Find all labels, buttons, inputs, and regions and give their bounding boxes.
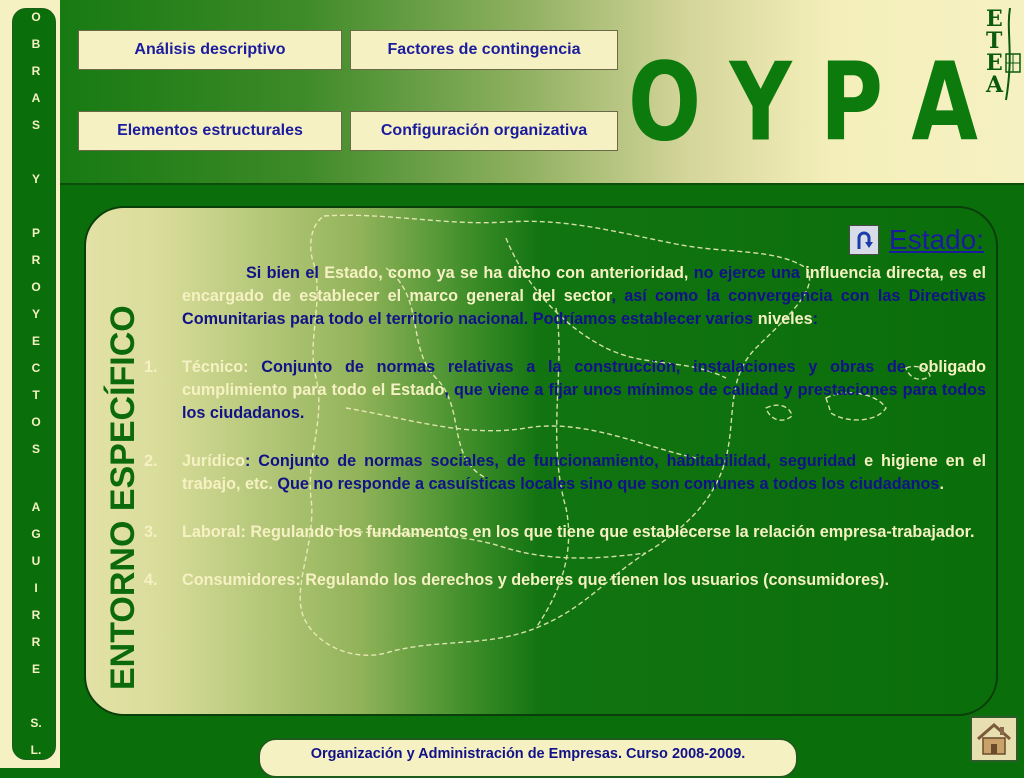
strip-letter: T — [32, 388, 40, 402]
intro-text: Si bien el — [246, 264, 325, 282]
list-item-text: , que viene a fijar unos mínimos de calidad y prestaciones para todos los ciudadanos. — [182, 381, 986, 422]
logo-letter-e2: E — [986, 50, 1003, 76]
intro-text: , es el encargado de establecer el marco general del sector — [182, 264, 986, 305]
intro-text: : — [812, 310, 819, 328]
intro-highlight: influencia directa — [805, 264, 940, 282]
strip-letter: R — [31, 608, 41, 622]
brand-letter: Y — [729, 40, 792, 166]
list-item-text: . — [939, 475, 944, 493]
list-item — [144, 450, 986, 496]
list-item — [144, 569, 986, 592]
intro-text: , como ya se ha dicho con anterioridad, — [378, 264, 689, 282]
strip-letter: I — [34, 581, 38, 595]
strip-letter: L. — [30, 743, 42, 757]
nav-button-factores-contingencia[interactable]: Factores de contingencia — [350, 30, 618, 70]
brand-letter: O — [628, 40, 702, 166]
list-item-text: Que no responde a casuísticas locales sino que son comunes a todos los ciudadanos — [272, 475, 940, 493]
strip-letter: A — [31, 500, 41, 514]
strip-letter: S. — [30, 716, 42, 730]
nav-button-elementos-estructurales[interactable]: Elementos estructurales — [78, 111, 342, 151]
back-button[interactable] — [849, 225, 879, 255]
strip-letter: R — [31, 64, 41, 78]
strip-letter: Y — [31, 307, 40, 321]
list-item-text: Laboral: Regulando los fundamentos en los que tiene que establecerse la relación empresa-trabajador. — [182, 523, 975, 541]
strip-letter: S — [31, 442, 40, 456]
levels-list — [144, 356, 987, 592]
strip-letter: E — [31, 334, 40, 348]
strip-letter: U — [31, 554, 41, 568]
strip-letter: R — [31, 253, 41, 267]
strip-letter: B — [31, 37, 41, 51]
strip-letter: O — [31, 280, 41, 294]
home-icon — [972, 718, 1016, 760]
intro-paragraph — [182, 262, 986, 331]
list-item-text: e higiene en el trabajo, etc. — [182, 452, 986, 493]
strip-letter: A — [31, 91, 41, 105]
brand-wordmark — [628, 22, 978, 185]
logo-letter-a: A — [986, 72, 1004, 98]
strip-letter: C — [31, 361, 41, 375]
list-item-number: 3. — [144, 523, 158, 541]
home-button[interactable] — [970, 716, 1018, 762]
left-strip — [0, 0, 60, 768]
strip-letter: P — [31, 226, 40, 240]
logo-letter-t: T — [986, 28, 1003, 54]
footer-course-label: Organización y Administración de Empresas. Curso 2008-2009. — [258, 738, 798, 778]
list-item-number: 2. — [144, 452, 158, 470]
intro-text: no ejerce una — [688, 264, 806, 282]
list-item-number: 1. — [144, 358, 158, 376]
section-title: Estado: — [889, 224, 984, 255]
list-item — [144, 356, 987, 425]
list-item-text: obligado cumplimiento para todo el Estado — [182, 358, 987, 399]
strip-letter: O — [31, 415, 41, 429]
list-item-text: Técnico: — [182, 358, 262, 376]
nav-button-analisis-descriptivo[interactable]: Análisis descriptivo — [78, 30, 342, 70]
intro-highlight: niveles — [757, 310, 813, 328]
intro-highlight: Estado — [324, 264, 379, 282]
brand-letter: P — [820, 40, 884, 166]
strip-letter: G — [31, 527, 41, 541]
logo-letter-e1: E — [986, 6, 1003, 32]
etea-logo — [980, 2, 1024, 112]
nav-button-configuracion-organizativa[interactable]: Configuración organizativa — [350, 111, 618, 151]
strip-letter: Y — [31, 172, 40, 186]
strip-letter: R — [31, 635, 41, 649]
vertical-section-title: ENTORNO ESPECÍFICO — [104, 305, 142, 690]
list-item — [144, 521, 986, 544]
list-item-text: : Conjunto de normas sociales, de funcionamiento, habitabilidad, seguridad — [244, 452, 857, 470]
list-item-number: 4. — [144, 571, 158, 589]
section-header — [849, 224, 984, 256]
list-item-text: Consumidores: Regulando los derechos y deberes que tienen los usuarios (consumidores). — [182, 571, 890, 589]
intro-text: , así como la convergencia con las Directivas Comunitarias para todo el territorio nacional. Podríamos establecer varios — [182, 287, 986, 328]
strip-letter: E — [31, 662, 40, 676]
u-turn-arrow-icon — [853, 229, 875, 251]
list-item-text: Conjunto de normas relativas a la construcción, instalaciones y obras de — [261, 358, 906, 376]
list-item-text: Jurídico — [182, 452, 245, 470]
body-text — [144, 262, 987, 592]
strip-letter: S — [31, 118, 40, 132]
strip-letter: O — [31, 10, 41, 24]
brand-letter: A — [911, 40, 978, 166]
